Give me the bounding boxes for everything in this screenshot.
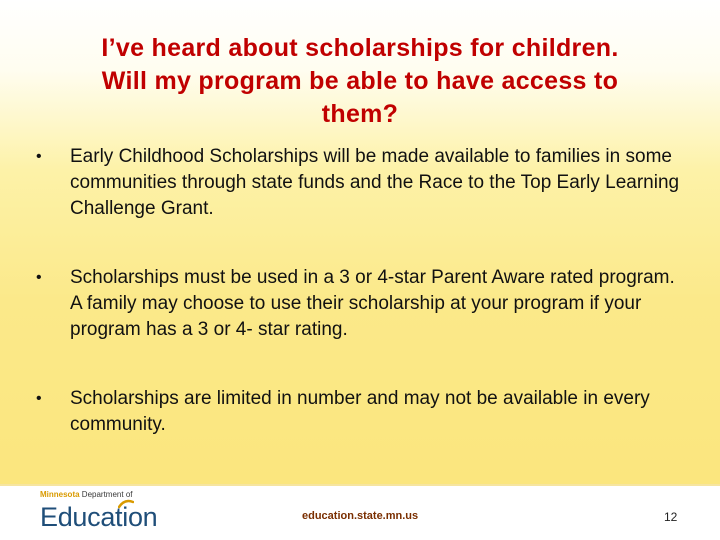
bullet-marker: • [36, 148, 42, 165]
bullet-list [36, 144, 686, 481]
logo-state: Minnesota [40, 490, 80, 499]
mde-logo [40, 490, 170, 536]
logo-swoosh-icon [118, 499, 134, 509]
bullet-text: Early Childhood Scholarships will be made available to families in some communities through state funds and the Race to the Top Early Learning Challenge Grant. [70, 146, 680, 219]
bullet-text: Scholarships must be used in a 3 or 4-star Parent Aware rated program. A family may choose to use their scholarship at your program if your program has a 3 or 4- star rating. [70, 267, 675, 340]
slide-title [40, 32, 680, 131]
footer [0, 484, 720, 540]
title-line: I’ve heard about scholarships for children. [101, 34, 619, 62]
bullet-text: Scholarships are limited in number and may not be available in every community. [70, 388, 650, 435]
title-line: them? [321, 100, 399, 128]
bullet-marker: • [36, 269, 42, 286]
list-item [36, 265, 686, 343]
logo-department-line [40, 490, 133, 499]
list-item [36, 144, 686, 222]
footer-divider [0, 484, 720, 486]
title-line: Will my program be able to have access to [101, 67, 619, 95]
logo-wordmark: Education [40, 502, 158, 532]
page-number: 12 [664, 510, 678, 524]
bullet-marker: • [36, 390, 42, 407]
logo-dept: Department of [81, 490, 133, 499]
list-item [36, 386, 686, 438]
site-url: education.state.mn.us [302, 510, 419, 522]
